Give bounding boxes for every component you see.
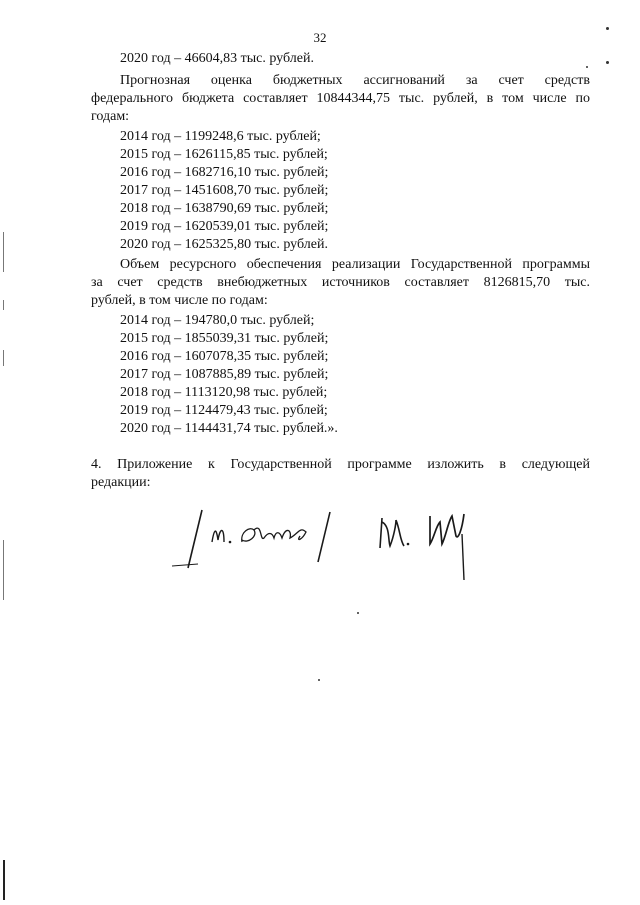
signature-dadov bbox=[150, 496, 490, 586]
extra-year-2019: 2019 год – 1124479,43 тыс. рублей; bbox=[120, 403, 328, 418]
federal-intro-line-1: Прогнозная оценка бюджетных ассигнований за счет средств bbox=[120, 73, 590, 88]
extra-year-2017: 2017 год – 1087885,89 тыс. рублей; bbox=[120, 367, 329, 382]
extra-year-2016: 2016 год – 1607078,35 тыс. рублей; bbox=[120, 349, 329, 364]
scan-edge-mark bbox=[3, 350, 4, 366]
scan-edge-mark bbox=[3, 540, 4, 600]
federal-year-2019: 2019 год – 1620539,01 тыс. рублей; bbox=[120, 219, 329, 234]
federal-year-2018: 2018 год – 1638790,69 тыс. рублей; bbox=[120, 201, 329, 216]
extra-intro-line-3: рублей, в том числе по годам: bbox=[91, 293, 268, 308]
federal-intro-line-2: федерального бюджета составляет 10844344,75 тыс. рублей, в том числе по bbox=[91, 91, 590, 106]
lead-line: 2020 год – 46604,83 тыс. рублей. bbox=[120, 51, 314, 66]
federal-year-2017: 2017 год – 1451608,70 тыс. рублей; bbox=[120, 183, 329, 198]
scan-speck bbox=[586, 66, 588, 68]
federal-year-2014: 2014 год – 1199248,6 тыс. рублей; bbox=[120, 129, 321, 144]
scan-speck bbox=[357, 612, 359, 614]
extra-year-2020: 2020 год – 1144431,74 тыс. рублей.». bbox=[120, 421, 338, 436]
federal-year-2020: 2020 год – 1625325,80 тыс. рублей. bbox=[120, 237, 328, 252]
federal-intro-line-3: годам: bbox=[91, 109, 130, 124]
scan-edge-mark bbox=[3, 232, 4, 272]
page-number: 32 bbox=[313, 30, 327, 45]
federal-year-2015: 2015 год – 1626115,85 тыс. рублей; bbox=[120, 147, 328, 162]
extra-year-2018: 2018 год – 1113120,98 тыс. рублей; bbox=[120, 385, 328, 400]
scan-speck bbox=[606, 27, 609, 30]
extra-year-2015: 2015 год – 1855039,31 тыс. рублей; bbox=[120, 331, 329, 346]
scan-edge-mark bbox=[3, 860, 5, 900]
scan-speck bbox=[606, 61, 609, 64]
signatures bbox=[150, 496, 490, 591]
federal-year-2016: 2016 год – 1682716,10 тыс. рублей; bbox=[120, 165, 329, 180]
extra-intro-line-1: Объем ресурсного обеспечения реализации Государственной программы bbox=[120, 257, 590, 272]
extra-year-2014: 2014 год – 194780,0 тыс. рублей; bbox=[120, 313, 315, 328]
scan-edge-mark bbox=[3, 300, 4, 310]
scan-speck bbox=[318, 679, 320, 681]
extra-intro-line-2: за счет средств внебюджетных источников составляет 8126815,70 тыс. bbox=[91, 275, 590, 290]
item4-line-1: 4. Приложение к Государственной программе изложить в следующей bbox=[91, 457, 590, 472]
item4-line-2: редакции: bbox=[91, 475, 151, 490]
